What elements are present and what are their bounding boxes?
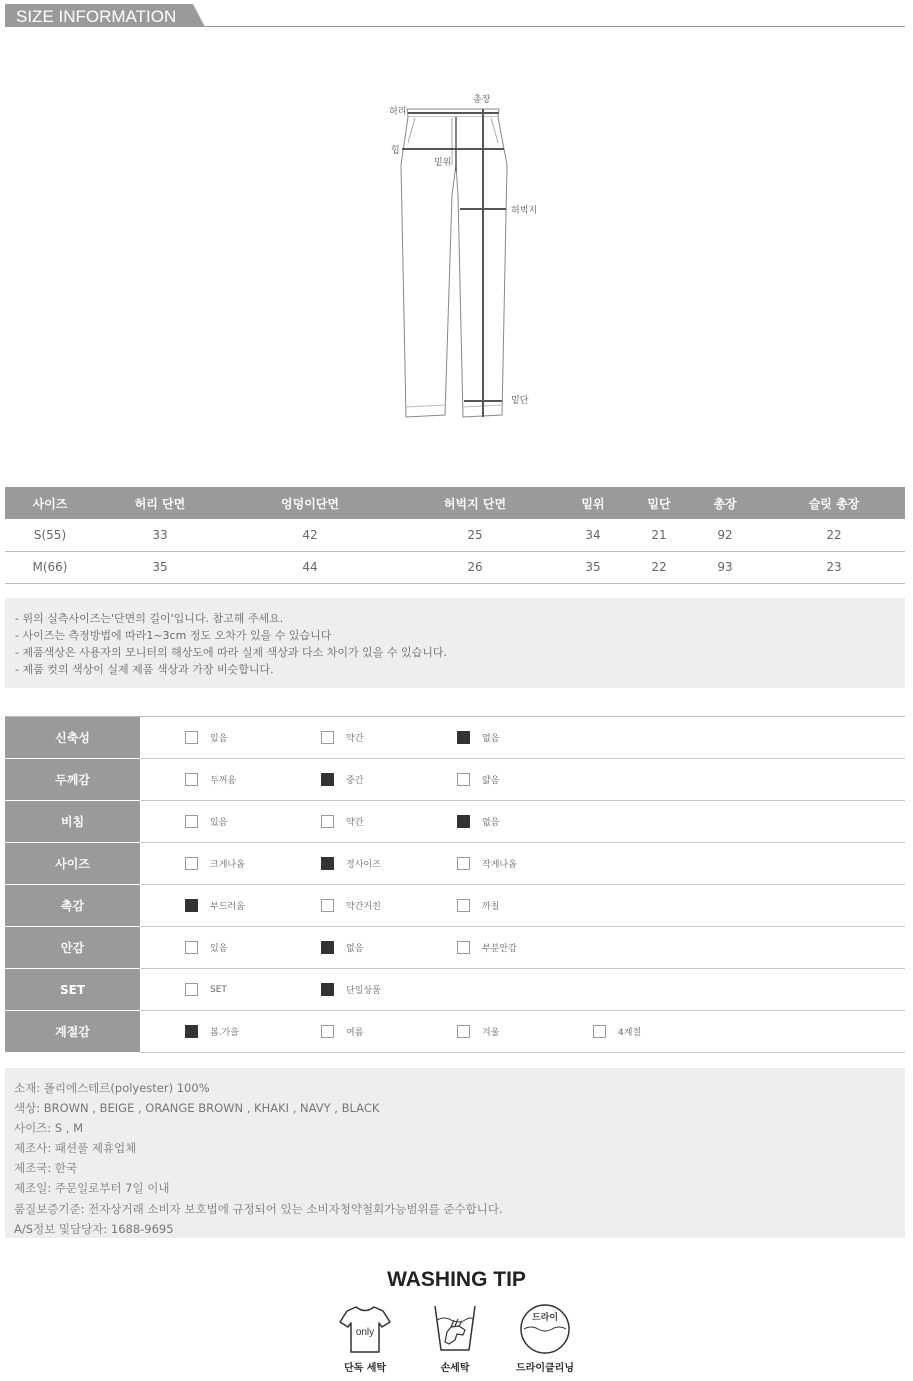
feel-option[interactable] <box>321 731 363 744</box>
wash-label: 드라이클리닝 <box>516 1363 574 1374</box>
feel-option[interactable] <box>185 731 227 744</box>
feel-row-label: 사이즈 <box>5 843 140 885</box>
unchecked-box[interactable] <box>321 815 334 828</box>
column-header: 슬릿 총장 <box>763 487 905 519</box>
checked-box[interactable] <box>321 857 334 870</box>
column-header: 총장 <box>687 487 763 519</box>
feel-option-label: 없음 <box>482 734 500 744</box>
checked-box[interactable] <box>321 941 334 954</box>
unchecked-box[interactable] <box>321 731 334 744</box>
feel-option-label: 두꺼움 <box>210 776 237 786</box>
feel-row-label: 계절감 <box>5 1011 140 1053</box>
unchecked-box[interactable] <box>321 1025 334 1038</box>
feel-option[interactable] <box>457 815 499 828</box>
feel-option[interactable] <box>457 731 499 744</box>
checked-box[interactable] <box>321 773 334 786</box>
feel-option[interactable] <box>457 1025 499 1038</box>
washing-tip-title: WASHING TIP <box>387 1268 526 1291</box>
feel-option[interactable] <box>321 815 363 828</box>
feel-row <box>5 885 905 927</box>
checked-box[interactable] <box>457 815 470 828</box>
note-line: - 위의 실측사이즈는'단면의 길이'입니다. 참고해 주세요. <box>15 612 284 625</box>
feel-options <box>140 843 905 885</box>
feel-option-label: 까칠 <box>482 902 500 912</box>
feel-option-label: 겨울 <box>482 1028 500 1038</box>
table-cell: 21 <box>631 519 687 551</box>
info-material: 소재: 폴리에스테르(polyester) 100% <box>14 1081 210 1095</box>
table-cell: 35 <box>95 551 225 583</box>
feel-option-label: 없음 <box>482 818 500 828</box>
table-cell: 92 <box>687 519 763 551</box>
feel-option-label: 있음 <box>210 818 228 828</box>
table-cell: M(66) <box>5 551 95 583</box>
feel-row <box>5 927 905 969</box>
feel-option[interactable] <box>457 773 499 786</box>
feel-option[interactable] <box>185 773 236 786</box>
column-header: 엉덩이단면 <box>225 487 395 519</box>
table-cell: 22 <box>631 551 687 583</box>
hem-label: 밑단 <box>511 396 529 406</box>
tshirt-icon <box>337 1302 393 1356</box>
column-header: 허벅지 단면 <box>395 487 555 519</box>
feel-option[interactable] <box>185 857 245 870</box>
table-cell: 26 <box>395 551 555 583</box>
feel-option[interactable] <box>185 815 227 828</box>
pants-diagram <box>380 85 550 430</box>
unchecked-box[interactable] <box>185 857 198 870</box>
wash-label: 손세탁 <box>440 1363 470 1374</box>
feel-row <box>5 843 905 885</box>
info-colors: 색상: BROWN , BEIGE , ORANGE BROWN , KHAKI , NAVY , BLACK <box>14 1101 380 1116</box>
unchecked-box[interactable] <box>457 773 470 786</box>
section-header <box>5 4 905 28</box>
unchecked-box[interactable] <box>185 815 198 828</box>
total-length-label: 총장 <box>473 95 491 105</box>
tshirt-icon-text: only <box>355 1327 375 1338</box>
column-header: 사이즈 <box>5 487 95 519</box>
unchecked-box[interactable] <box>457 899 470 912</box>
feel-option-label: 정사이즈 <box>346 860 381 870</box>
table-row <box>5 551 905 583</box>
unchecked-box[interactable] <box>185 731 198 744</box>
feel-option-label: 약간 <box>346 818 364 828</box>
table-cell: 22 <box>763 519 905 551</box>
table-cell: 35 <box>555 551 631 583</box>
feel-option[interactable] <box>321 983 381 996</box>
feel-option-label: 얇음 <box>482 776 500 786</box>
feel-option-label: 부드러움 <box>210 902 245 912</box>
feel-option-label: 단일상품 <box>346 986 381 996</box>
feel-options <box>140 801 905 843</box>
table-cell: 34 <box>555 519 631 551</box>
feel-option-label: 여름 <box>346 1028 364 1038</box>
dry-clean-icon <box>517 1302 573 1356</box>
feel-row <box>5 969 905 1011</box>
table-row <box>5 519 905 551</box>
section-title: SIZE INFORMATION <box>16 7 177 26</box>
wash-item-hand <box>415 1302 495 1374</box>
checked-box[interactable] <box>321 983 334 996</box>
product-info <box>5 1068 905 1238</box>
note-line: - 제품색상은 사용자의 모니터의 해상도에 따라 실제 색상과 다소 차이가 있을 수 있습니다. <box>15 646 447 659</box>
info-quality-standard: 품질보증기준: 전자상거래 소비자 보호법에 규정되어 있는 소비자청약철회가능범위를 준수합니다. <box>14 1201 503 1216</box>
feel-row <box>5 759 905 801</box>
header-divider <box>5 26 905 27</box>
feel-option[interactable] <box>457 899 499 912</box>
column-header: 허리 단면 <box>95 487 225 519</box>
feel-options <box>140 717 905 759</box>
feel-option[interactable] <box>321 899 381 912</box>
unchecked-box[interactable] <box>185 773 198 786</box>
table-cell: S(55) <box>5 519 95 551</box>
feel-option[interactable] <box>457 941 517 954</box>
unchecked-box[interactable] <box>185 983 198 996</box>
feel-option-label: 있음 <box>210 944 228 954</box>
feel-option[interactable] <box>321 857 381 870</box>
feel-option-label: 봄.가을 <box>210 1028 239 1038</box>
feel-row-label: SET <box>5 969 140 1011</box>
feel-option[interactable] <box>185 899 245 912</box>
info-sizes: 사이즈: S , M <box>14 1121 84 1136</box>
table-cell: 44 <box>225 551 395 583</box>
feel-option-label: 없음 <box>346 944 364 954</box>
unchecked-box[interactable] <box>457 941 470 954</box>
feel-row-label: 안감 <box>5 927 140 969</box>
column-header: 밑위 <box>555 487 631 519</box>
feel-option-label: SET <box>210 984 227 995</box>
dry-clean-icon-text: 드라이 <box>531 1313 559 1323</box>
feel-row <box>5 717 905 759</box>
hip-label: 힙 <box>391 146 400 156</box>
wash-item-dryclean <box>505 1302 585 1374</box>
feel-option[interactable] <box>457 857 517 870</box>
column-header: 밑단 <box>631 487 687 519</box>
table-cell: 33 <box>95 519 225 551</box>
feel-options <box>140 885 905 927</box>
note-line: - 사이즈는 측정방법에 따라1~3cm 정도 오차가 있을 수 있습니다 <box>15 629 332 642</box>
feel-option-label: 부분안감 <box>482 944 517 954</box>
unchecked-box[interactable] <box>321 899 334 912</box>
feel-row <box>5 1011 905 1053</box>
unchecked-box[interactable] <box>457 1025 470 1038</box>
feel-option[interactable] <box>321 773 363 786</box>
unchecked-box[interactable] <box>593 1025 606 1038</box>
unchecked-box[interactable] <box>457 857 470 870</box>
unchecked-box[interactable] <box>185 941 198 954</box>
feel-option[interactable] <box>593 1025 641 1038</box>
pants-illustration <box>380 85 550 430</box>
feel-row-label: 비침 <box>5 801 140 843</box>
thigh-label: 허벅지 <box>511 206 538 216</box>
hand-wash-icon <box>427 1302 483 1356</box>
wash-label: 단독 세탁 <box>343 1363 387 1374</box>
size-table-header <box>5 487 905 519</box>
feel-option[interactable] <box>185 983 227 996</box>
info-country: 제조국: 한국 <box>14 1161 78 1176</box>
checked-box[interactable] <box>457 731 470 744</box>
info-as-contact: A/S정보 및담당자: 1688-9695 <box>14 1221 174 1236</box>
feel-option-label: 작게나옴 <box>482 860 517 870</box>
feel-option[interactable] <box>321 1025 363 1038</box>
feel-row-label: 신축성 <box>5 717 140 759</box>
feel-options <box>140 969 905 1011</box>
feel-option-label: 크게나옴 <box>210 860 245 870</box>
measurement-notes <box>5 598 905 688</box>
feel-row-label: 촉감 <box>5 885 140 927</box>
checked-box[interactable] <box>185 1025 198 1038</box>
table-cell: 42 <box>225 519 395 551</box>
note-line: - 제품 컷의 색상이 실제 제품 색상과 가장 비슷합니다. <box>15 663 274 676</box>
feel-options <box>140 927 905 969</box>
info-manufacture-date: 제조일: 주문일로부터 7일 이내 <box>14 1181 170 1196</box>
feel-row-label: 두께감 <box>5 759 140 801</box>
table-cell: 25 <box>395 519 555 551</box>
feel-option-label: 약간 <box>346 734 364 744</box>
table-cell: 93 <box>687 551 763 583</box>
checked-box[interactable] <box>185 899 198 912</box>
feel-option[interactable] <box>185 1025 239 1038</box>
wash-item-solo <box>325 1302 405 1374</box>
feel-options <box>140 759 905 801</box>
fabric-feel-table <box>5 716 905 1053</box>
feel-option[interactable] <box>185 941 227 954</box>
feel-option-label: 4계절 <box>618 1028 642 1038</box>
rise-label: 밑위 <box>434 158 452 168</box>
feel-option-label: 약간거친 <box>346 902 381 912</box>
feel-option-label: 있음 <box>210 734 228 744</box>
size-table <box>5 487 905 584</box>
feel-row <box>5 801 905 843</box>
feel-options <box>140 1011 905 1053</box>
feel-option-label: 중간 <box>346 776 364 786</box>
feel-option[interactable] <box>321 941 363 954</box>
table-cell: 23 <box>763 551 905 583</box>
waist-label: 허리 <box>389 107 407 117</box>
info-manufacturer: 제조사: 패션풀 제휴업체 <box>14 1141 137 1156</box>
